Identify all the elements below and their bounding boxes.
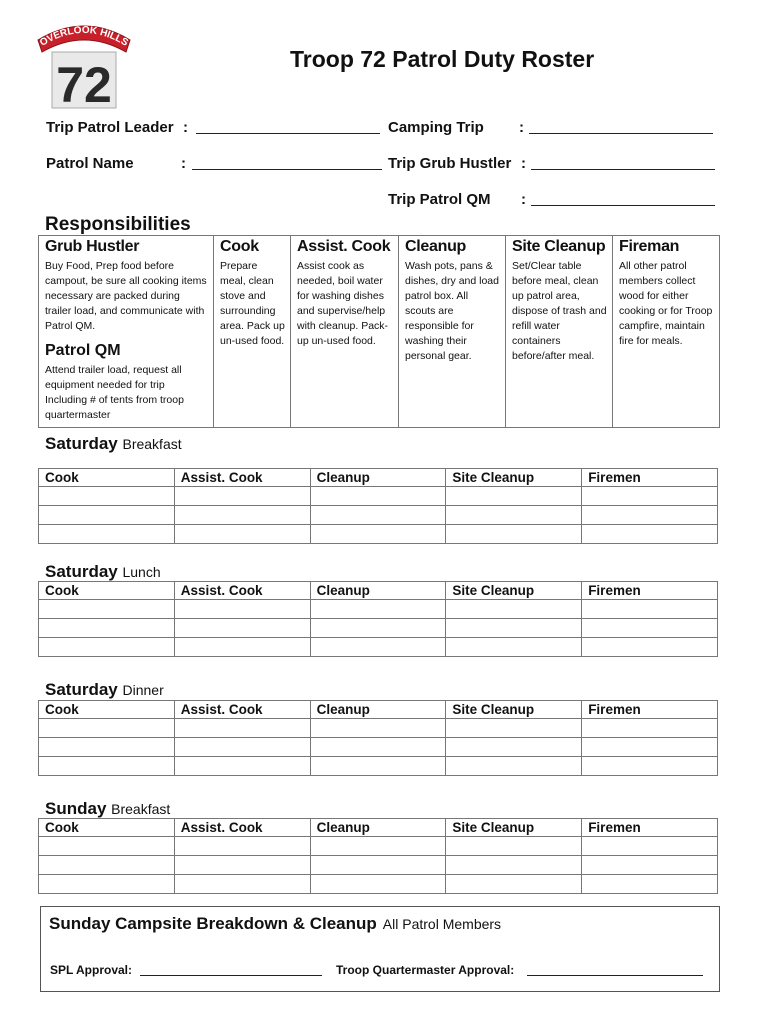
entry-cell[interactable] [582, 856, 718, 875]
col-site-cleanup: Site Cleanup [446, 701, 582, 719]
site-cleanup-cell [506, 236, 613, 428]
cook-text: Prepare meal, clean stove and surrounding area. Pack up un-used food. [220, 260, 285, 347]
patrol-name-label: Patrol Name [46, 155, 134, 172]
spl-approval-field[interactable] [140, 962, 322, 976]
entry-cell[interactable] [582, 875, 718, 894]
entry-cell[interactable] [174, 600, 310, 619]
table-row [39, 600, 718, 619]
entry-cell[interactable] [174, 525, 310, 544]
entry-cell[interactable] [446, 619, 582, 638]
grub-hustler-heading: Grub Hustler [45, 238, 140, 255]
col-site-cleanup: Site Cleanup [446, 582, 582, 600]
entry-cell[interactable] [582, 757, 718, 776]
table-row [39, 525, 718, 544]
col-firemen: Firemen [582, 819, 718, 837]
cook-cell [214, 236, 291, 428]
qm-approval-label: Troop Quartermaster Approval: [336, 963, 515, 977]
entry-cell[interactable] [174, 757, 310, 776]
cleanup-cell [399, 236, 506, 428]
meal-day: Saturday [45, 562, 118, 581]
entry-cell[interactable] [582, 738, 718, 757]
entry-cell[interactable] [446, 856, 582, 875]
assist-cook-text: Assist cook as needed, boil water for washing dishes and supervise/help with cleanup. Pack-up un-used food. [297, 260, 389, 347]
entry-cell[interactable] [39, 856, 175, 875]
entry-cell[interactable] [446, 757, 582, 776]
patrol-name-field[interactable] [192, 155, 382, 170]
meal-day: Saturday [45, 680, 118, 699]
responsibilities-table [38, 235, 720, 428]
col-cook: Cook [39, 819, 175, 837]
entry-cell[interactable] [310, 619, 446, 638]
entry-cell[interactable] [446, 837, 582, 856]
logo-number: 72 [56, 57, 112, 110]
entry-cell[interactable] [174, 506, 310, 525]
responsibilities-heading: Responsibilities [45, 214, 191, 235]
saturday-dinner-title [45, 680, 164, 700]
meal-day: Sunday [45, 799, 107, 818]
entry-cell[interactable] [446, 638, 582, 657]
breakdown-title [49, 914, 501, 934]
trip-patrol-qm-field[interactable] [531, 191, 715, 206]
page-title: Troop 72 Patrol Duty Roster [290, 46, 595, 72]
entry-cell[interactable] [310, 837, 446, 856]
entry-cell[interactable] [582, 837, 718, 856]
entry-cell[interactable] [310, 719, 446, 738]
entry-cell[interactable] [446, 875, 582, 894]
col-firemen: Firemen [582, 582, 718, 600]
entry-cell[interactable] [39, 638, 175, 657]
saturday-breakfast-title [45, 434, 182, 454]
troop-logo [34, 18, 134, 110]
spl-approval-label: SPL Approval: [50, 963, 133, 977]
grub-hustler-text: Buy Food, Prep food before campout, be sure all cooking items necessary are packed during trailer load, and communicate with Patrol QM. [45, 260, 207, 332]
table-row [39, 638, 718, 657]
meal-day: Saturday [45, 434, 118, 453]
entry-cell[interactable] [446, 600, 582, 619]
sunday-breakfast-table [38, 818, 718, 894]
fireman-cell [613, 236, 720, 428]
saturday-dinner-table [38, 700, 718, 776]
entry-cell[interactable] [39, 719, 175, 738]
entry-cell[interactable] [310, 600, 446, 619]
entry-cell[interactable] [174, 856, 310, 875]
logo-arc-text: OVERLOOK HILLS [38, 24, 130, 49]
entry-cell[interactable] [310, 638, 446, 657]
entry-cell[interactable] [39, 875, 175, 894]
entry-cell[interactable] [39, 619, 175, 638]
sunday-breakfast-title [45, 799, 170, 819]
table-row [39, 757, 718, 776]
col-cleanup: Cleanup [310, 701, 446, 719]
trip-grub-hustler-colon: : [521, 155, 526, 172]
entry-cell[interactable] [446, 738, 582, 757]
entry-cell[interactable] [582, 638, 718, 657]
table-row [39, 738, 718, 757]
entry-cell[interactable] [39, 757, 175, 776]
entry-cell[interactable] [174, 719, 310, 738]
entry-cell[interactable] [446, 719, 582, 738]
trip-grub-hustler-field[interactable] [531, 155, 715, 170]
entry-cell[interactable] [310, 506, 446, 525]
col-firemen: Firemen [582, 701, 718, 719]
patrol-qm-text: Attend trailer load, request all equipment needed for trip Including # of tents from troop quartermaster [45, 364, 184, 421]
entry-cell[interactable] [446, 506, 582, 525]
camping-trip-label: Camping Trip [388, 119, 484, 136]
fireman-heading: Fireman [619, 238, 680, 255]
col-assist-cook: Assist. Cook [174, 582, 310, 600]
col-firemen: Firemen [582, 469, 718, 487]
trip-patrol-leader-field[interactable] [196, 119, 380, 134]
saturday-lunch-table [38, 581, 718, 657]
entry-cell[interactable] [582, 619, 718, 638]
table-row [39, 487, 718, 506]
col-assist-cook: Assist. Cook [174, 701, 310, 719]
entry-cell[interactable] [310, 525, 446, 544]
col-cleanup: Cleanup [310, 819, 446, 837]
entry-cell[interactable] [174, 875, 310, 894]
table-row [39, 719, 718, 738]
table-row [39, 856, 718, 875]
qm-approval-field[interactable] [527, 962, 703, 976]
entry-cell[interactable] [39, 525, 175, 544]
camping-trip-field[interactable] [529, 119, 713, 134]
col-assist-cook: Assist. Cook [174, 819, 310, 837]
col-cook: Cook [39, 469, 175, 487]
entry-cell[interactable] [446, 525, 582, 544]
entry-cell[interactable] [582, 719, 718, 738]
grub-hustler-cell [39, 236, 214, 428]
meal-name: Lunch [122, 564, 161, 580]
entry-cell[interactable] [310, 856, 446, 875]
trip-patrol-qm-colon: : [521, 191, 526, 208]
entry-cell[interactable] [310, 738, 446, 757]
entry-cell[interactable] [446, 487, 582, 506]
saturday-lunch-title [45, 562, 161, 582]
entry-cell[interactable] [39, 738, 175, 757]
trip-patrol-qm-label: Trip Patrol QM [388, 191, 491, 208]
col-cleanup: Cleanup [310, 469, 446, 487]
entry-cell[interactable] [174, 837, 310, 856]
breakdown-subtitle: All Patrol Members [382, 916, 502, 932]
table-row [39, 506, 718, 525]
trip-patrol-leader-label: Trip Patrol Leader [46, 119, 174, 136]
table-row [39, 837, 718, 856]
cleanup-text: Wash pots, pans & dishes, dry and load patrol box. All scouts are responsible for washing their personal gear. [405, 260, 499, 362]
entry-cell[interactable] [39, 487, 175, 506]
meal-name: Breakfast [122, 436, 182, 452]
col-cook: Cook [39, 701, 175, 719]
entry-cell[interactable] [39, 600, 175, 619]
breakdown-heading: Sunday Campsite Breakdown & Cleanup [49, 914, 377, 933]
assist-cook-heading: Assist. Cook [297, 238, 391, 255]
entry-cell[interactable] [310, 875, 446, 894]
camping-trip-colon: : [519, 119, 524, 136]
entry-cell[interactable] [39, 506, 175, 525]
col-site-cleanup: Site Cleanup [446, 469, 582, 487]
entry-cell[interactable] [582, 525, 718, 544]
site-cleanup-text: Set/Clear table before meal, clean up patrol area, dispose of trash and refill water containers before/after meal. [512, 260, 607, 362]
trip-grub-hustler-label: Trip Grub Hustler [388, 155, 512, 172]
saturday-breakfast-table [38, 468, 718, 544]
entry-cell[interactable] [174, 738, 310, 757]
patrol-name-colon: : [181, 155, 186, 172]
entry-cell[interactable] [174, 619, 310, 638]
table-row [39, 875, 718, 894]
entry-cell[interactable] [310, 487, 446, 506]
entry-cell[interactable] [582, 600, 718, 619]
cook-heading: Cook [220, 238, 259, 255]
assist-cook-cell [291, 236, 399, 428]
col-site-cleanup: Site Cleanup [446, 819, 582, 837]
entry-cell[interactable] [39, 837, 175, 856]
table-row [39, 619, 718, 638]
site-cleanup-heading: Site Cleanup [512, 238, 606, 255]
col-assist-cook: Assist. Cook [174, 469, 310, 487]
meal-name: Dinner [122, 682, 164, 698]
entry-cell[interactable] [174, 638, 310, 657]
patrol-qm-heading: Patrol QM [45, 342, 121, 359]
fireman-text: All other patrol members collect wood for either cooking or for Troop campfire, maintain fire for meals. [619, 260, 713, 347]
entry-cell[interactable] [582, 506, 718, 525]
trip-patrol-leader-colon: : [183, 119, 188, 136]
cleanup-heading: Cleanup [405, 238, 467, 255]
meal-name: Breakfast [111, 801, 171, 817]
entry-cell[interactable] [310, 757, 446, 776]
entry-cell[interactable] [174, 487, 310, 506]
col-cleanup: Cleanup [310, 582, 446, 600]
entry-cell[interactable] [582, 487, 718, 506]
col-cook: Cook [39, 582, 175, 600]
